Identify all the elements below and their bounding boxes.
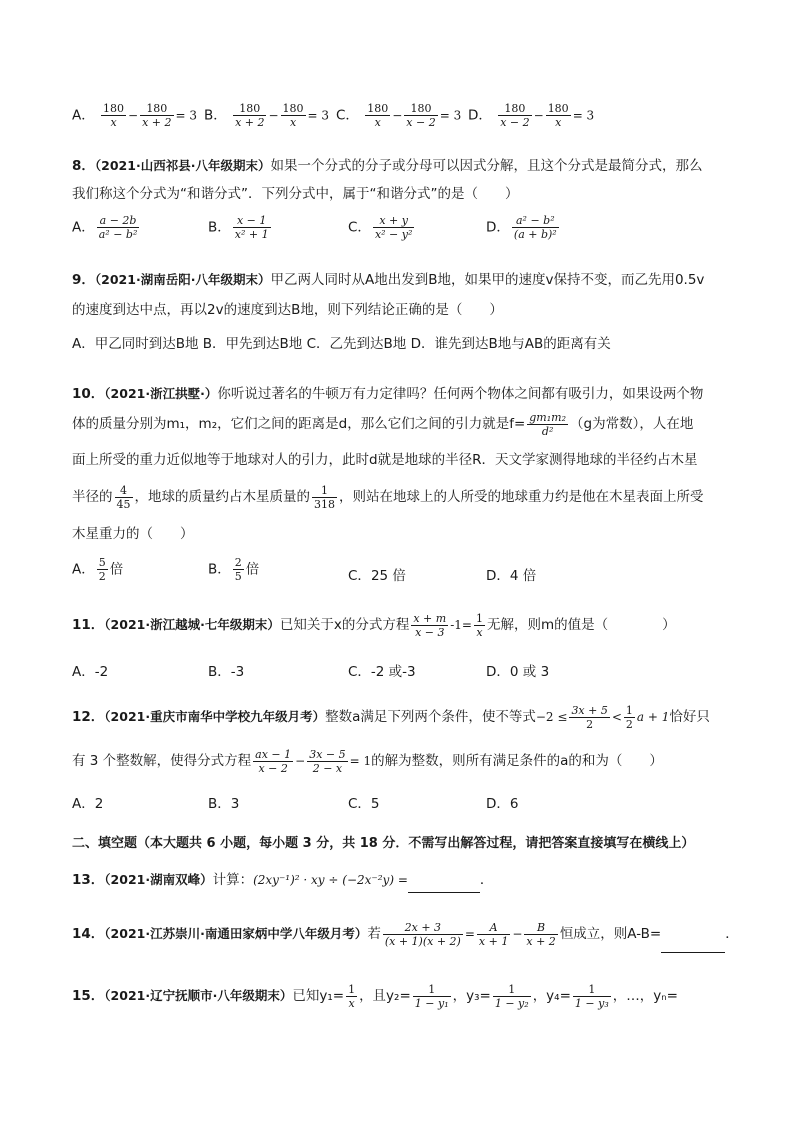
q12-option-c: C．5 <box>348 796 380 812</box>
fraction: $\frac{x + y}{\text{x² − y²}}$ <box>374 214 413 241</box>
question-end: ． <box>479 872 494 888</box>
question-text: 的解为整数，则所有满足条件的a的和为（ ） <box>371 753 663 769</box>
fraction: $\frac{180}{x + 2}$ <box>235 102 265 129</box>
q10-line-2 <box>72 408 724 440</box>
question-number: 15． <box>72 988 105 1004</box>
fraction: $\frac{x + m}{x - 3}$ <box>413 611 447 639</box>
fraction: $\frac{x - 1}{\text{x² + 1}}$ <box>234 214 269 241</box>
q10-option-b <box>208 556 259 583</box>
option-label: A． <box>72 107 95 124</box>
option-label: D． <box>468 107 492 124</box>
fraction: $\frac{1}{\text{1 − y₃}}$ <box>574 982 609 1010</box>
section-heading: 二、填空题（本大题共 6 小题，每小题 3 分，共 18 分．不需写出解答过程，请把答案直接填写在横线上） <box>72 836 695 851</box>
q8-options <box>72 214 692 248</box>
q14-line <box>72 916 739 952</box>
fraction: $\frac{1}{2}$ <box>625 703 633 731</box>
fraction: $\frac{180}{x + 2}$ <box>142 102 172 129</box>
q7-option-b: B． $\frac{180}{x + 2}$ − $\frac{180}{x}$ = 3 <box>204 102 330 129</box>
equation-part: = 1 <box>349 754 372 768</box>
equation-part: − <box>295 754 306 768</box>
fraction: $\frac{2x + 3}{(x + 1)(x + 2)}$ <box>384 920 461 948</box>
question-source: （2021·江苏崇川·南通田家炳中学八年级月考） <box>104 926 368 941</box>
fraction: $\frac{1}{318}$ <box>314 483 335 511</box>
fraction: $\frac{3x - 5}{2 - x}$ <box>309 747 346 775</box>
answer-blank[interactable] <box>661 916 725 953</box>
question-text: 有 3 个整数解，使得分式方程 <box>72 753 252 769</box>
fraction: $\frac{180}{x}$ <box>282 102 304 129</box>
fraction: $\frac{1}{\text{1 − y₂}}$ <box>494 982 529 1010</box>
q12-option-d: D．6 <box>486 796 519 812</box>
question-number: 8． <box>72 158 95 174</box>
expression: (2xy⁻¹)² · xy ÷ (−2x⁻²y) = <box>253 873 408 887</box>
q12-line-1 <box>72 700 724 734</box>
question-text: ，y₄= <box>532 988 571 1004</box>
q9-line-1 <box>72 270 724 290</box>
question-text: 木星重力的（ ） <box>72 526 194 542</box>
q10-line-3 <box>72 450 724 470</box>
fraction: $\frac{ax - 1}{x - 2}$ <box>255 747 292 775</box>
question-text: ，且y₂= <box>359 988 411 1004</box>
question-end: ． <box>725 926 739 942</box>
question-source: （2021·山西祁县·八年级期末） <box>94 158 271 173</box>
fraction: $\frac{180}{x - 2}$ <box>406 102 436 129</box>
question-source: （2021·浙江拱墅·） <box>104 386 218 401</box>
fraction: $\frac{4}{45}$ <box>116 483 131 511</box>
question-text: 计算： <box>212 872 254 888</box>
question-text: 整数a满足下列两个条件，使不等式 <box>325 709 536 725</box>
q8-option-a <box>72 214 141 241</box>
question-text: 面上所受的重力近似地等于地球对人的引力，此时d就是地球的半径R．天文学家测得地球的半径约占木星 <box>72 452 698 468</box>
inequality-part: −2 ≤ <box>535 710 568 724</box>
option-label: C． <box>348 568 371 584</box>
q7-option-d: D． $\frac{180}{x - 2}$ − $\frac{180}{x}$ = 3 <box>468 102 595 129</box>
fraction: $\frac{180}{x}$ <box>547 102 569 129</box>
question-text: 若 <box>367 926 381 942</box>
option-label: D． <box>486 568 510 584</box>
question-source: （2021·重庆市南华中学校九年级月考） <box>104 709 326 724</box>
q15-line <box>72 976 724 1016</box>
q13-line <box>72 868 724 892</box>
option-label: D． <box>486 219 510 236</box>
option-text: 25 倍 <box>370 568 406 584</box>
q12-line-2 <box>72 744 724 778</box>
question-number: 12． <box>72 709 105 725</box>
question-number: 13． <box>72 872 105 888</box>
q8-line-1 <box>72 156 724 176</box>
q10-line-4 <box>72 480 724 514</box>
q10-option-c <box>348 564 406 584</box>
fraction: $\frac{1}{\text{1 − y₁}}$ <box>414 982 449 1010</box>
question-text: ，y₃= <box>452 988 491 1004</box>
option-label: C． <box>336 107 359 124</box>
fraction: $\frac{1}{x}$ <box>475 611 483 639</box>
option-label: B． <box>204 107 227 124</box>
q7-options <box>72 102 732 130</box>
option-label: A． <box>72 219 95 236</box>
question-text: （g为常数），人在地 <box>570 416 694 432</box>
question-text: 已知关于x的分式方程 <box>279 617 410 633</box>
fraction: $\frac{5}{2}$ <box>98 556 106 583</box>
q12-option-b: B．3 <box>208 796 240 812</box>
question-number: 10． <box>72 386 105 402</box>
q11-option-d: D．0 或 3 <box>486 664 550 680</box>
fraction: $\frac{A}{x + 1}$ <box>478 920 509 948</box>
q12-option-a: A．2 <box>72 796 104 812</box>
q9-options <box>72 334 724 354</box>
q11-line-1 <box>72 608 724 642</box>
q8-line-2 <box>72 184 724 204</box>
inequality-part: a + 1 <box>636 710 670 724</box>
option-label: A． <box>72 561 95 578</box>
fraction: $\frac{1}{x}$ <box>348 982 356 1010</box>
q8-option-d <box>486 214 561 241</box>
q11-option-a: A．-2 <box>72 664 109 680</box>
q7-option-c: C． $\frac{180}{x}$ − $\frac{180}{x - 2}$ = 3 <box>336 102 462 129</box>
options-text: A．甲乙同时到达B地 B．甲先到达B地 C．乙先到达B地 D．谁先到达B地与AB的距离有关 <box>72 336 611 352</box>
q11-option-b: B．-3 <box>208 664 245 680</box>
equation-part: = <box>464 927 475 941</box>
question-text: 已知y₁= <box>292 988 345 1004</box>
question-source: （2021·湖南岳阳·八年级期末） <box>94 272 271 287</box>
question-text: 如果一个分式的分子或分母可以因式分解，且这个分式是最简分式，那么 <box>270 158 703 174</box>
answer-blank[interactable] <box>408 868 480 893</box>
q8-option-b <box>208 214 273 241</box>
q7-option-a: A． $\frac{180}{x}$ − $\frac{180}{x + 2}$ = 3 <box>72 102 198 129</box>
question-text: 你听说过著名的牛顿万有力定律吗？任何两个物体之间都有吸引力，如果设两个物 <box>217 386 704 402</box>
fraction: $\frac{2}{5}$ <box>234 556 242 583</box>
q8-option-c <box>348 214 416 241</box>
gravity-formula: $\frac{\text{gm₁m₂}}{\text{d²}}$ <box>529 410 566 438</box>
fraction: $\frac{180}{x}$ <box>103 102 125 129</box>
option-text: 4 倍 <box>509 568 537 584</box>
question-number: 9． <box>72 272 95 288</box>
question-text: 无解，则m的值是（ ） <box>486 617 676 633</box>
option-label: B． <box>208 561 231 578</box>
fraction: $\frac{3x + 5}{2}$ <box>571 703 608 731</box>
q12-options <box>72 792 692 812</box>
option-label: B． <box>208 219 231 236</box>
fraction: $\frac{180}{x - 2}$ <box>500 102 530 129</box>
question-source: （2021·湖南双峰） <box>104 872 213 887</box>
question-text: 的速度到达中点，再以2v的速度到达B地，则下列结论正确的是（ ） <box>72 302 503 318</box>
equation-part: − <box>512 927 523 941</box>
q10-option-a <box>72 556 123 583</box>
q10-option-d <box>486 564 536 584</box>
inequality-part: < <box>611 710 622 724</box>
equation-part: -1= <box>450 618 472 632</box>
question-text: 恰好只 <box>669 709 710 725</box>
option-label: C． <box>348 219 371 236</box>
question-text: ，则站在地球上的人所受的地球重力约是他在木星表面上所受 <box>339 489 704 505</box>
q11-option-c: C．-2 或-3 <box>348 664 416 680</box>
q10-options <box>72 556 692 588</box>
question-text: ，地球的质量约占木星质量的 <box>134 489 310 505</box>
option-suffix: 倍 <box>245 561 260 578</box>
option-suffix: 倍 <box>109 561 124 578</box>
question-text: 半径的 <box>72 489 113 505</box>
question-text: 我们称这个分式为“和谐分式”．下列分式中，属于“和谐分式”的是（ ） <box>72 186 519 202</box>
fraction: $\frac{180}{x}$ <box>367 102 389 129</box>
question-number: 14． <box>72 926 105 942</box>
q10-line-5 <box>72 524 724 544</box>
q11-options <box>72 660 692 680</box>
question-text: ，…，yₙ= <box>612 988 678 1004</box>
fraction: $\frac{B}{x + 2}$ <box>526 920 556 948</box>
question-text: 甲乙两人同时从A地出发到B地，如果甲的速度v保持不变，而乙先用0.5v <box>270 272 705 288</box>
question-source: （2021·浙江越城·七年级期末） <box>104 617 280 632</box>
q10-line-1 <box>72 384 724 404</box>
question-source: （2021·辽宁抚顺市·八年级期末） <box>104 988 293 1003</box>
question-number: 11． <box>72 617 105 633</box>
question-text: 恒成立，则A-B= <box>559 926 662 942</box>
q9-line-2 <box>72 300 724 320</box>
fraction: $\frac{a - 2b}{\text{a² − b²}}$ <box>98 214 138 241</box>
question-text: 体的质量分别为m₁，m₂，它们之间的距离是d，那么它们之间的引力就是f= <box>72 416 526 432</box>
fraction: $\frac{\text{a² − b²}}{\text{(a + b)²}}$ <box>513 214 557 241</box>
